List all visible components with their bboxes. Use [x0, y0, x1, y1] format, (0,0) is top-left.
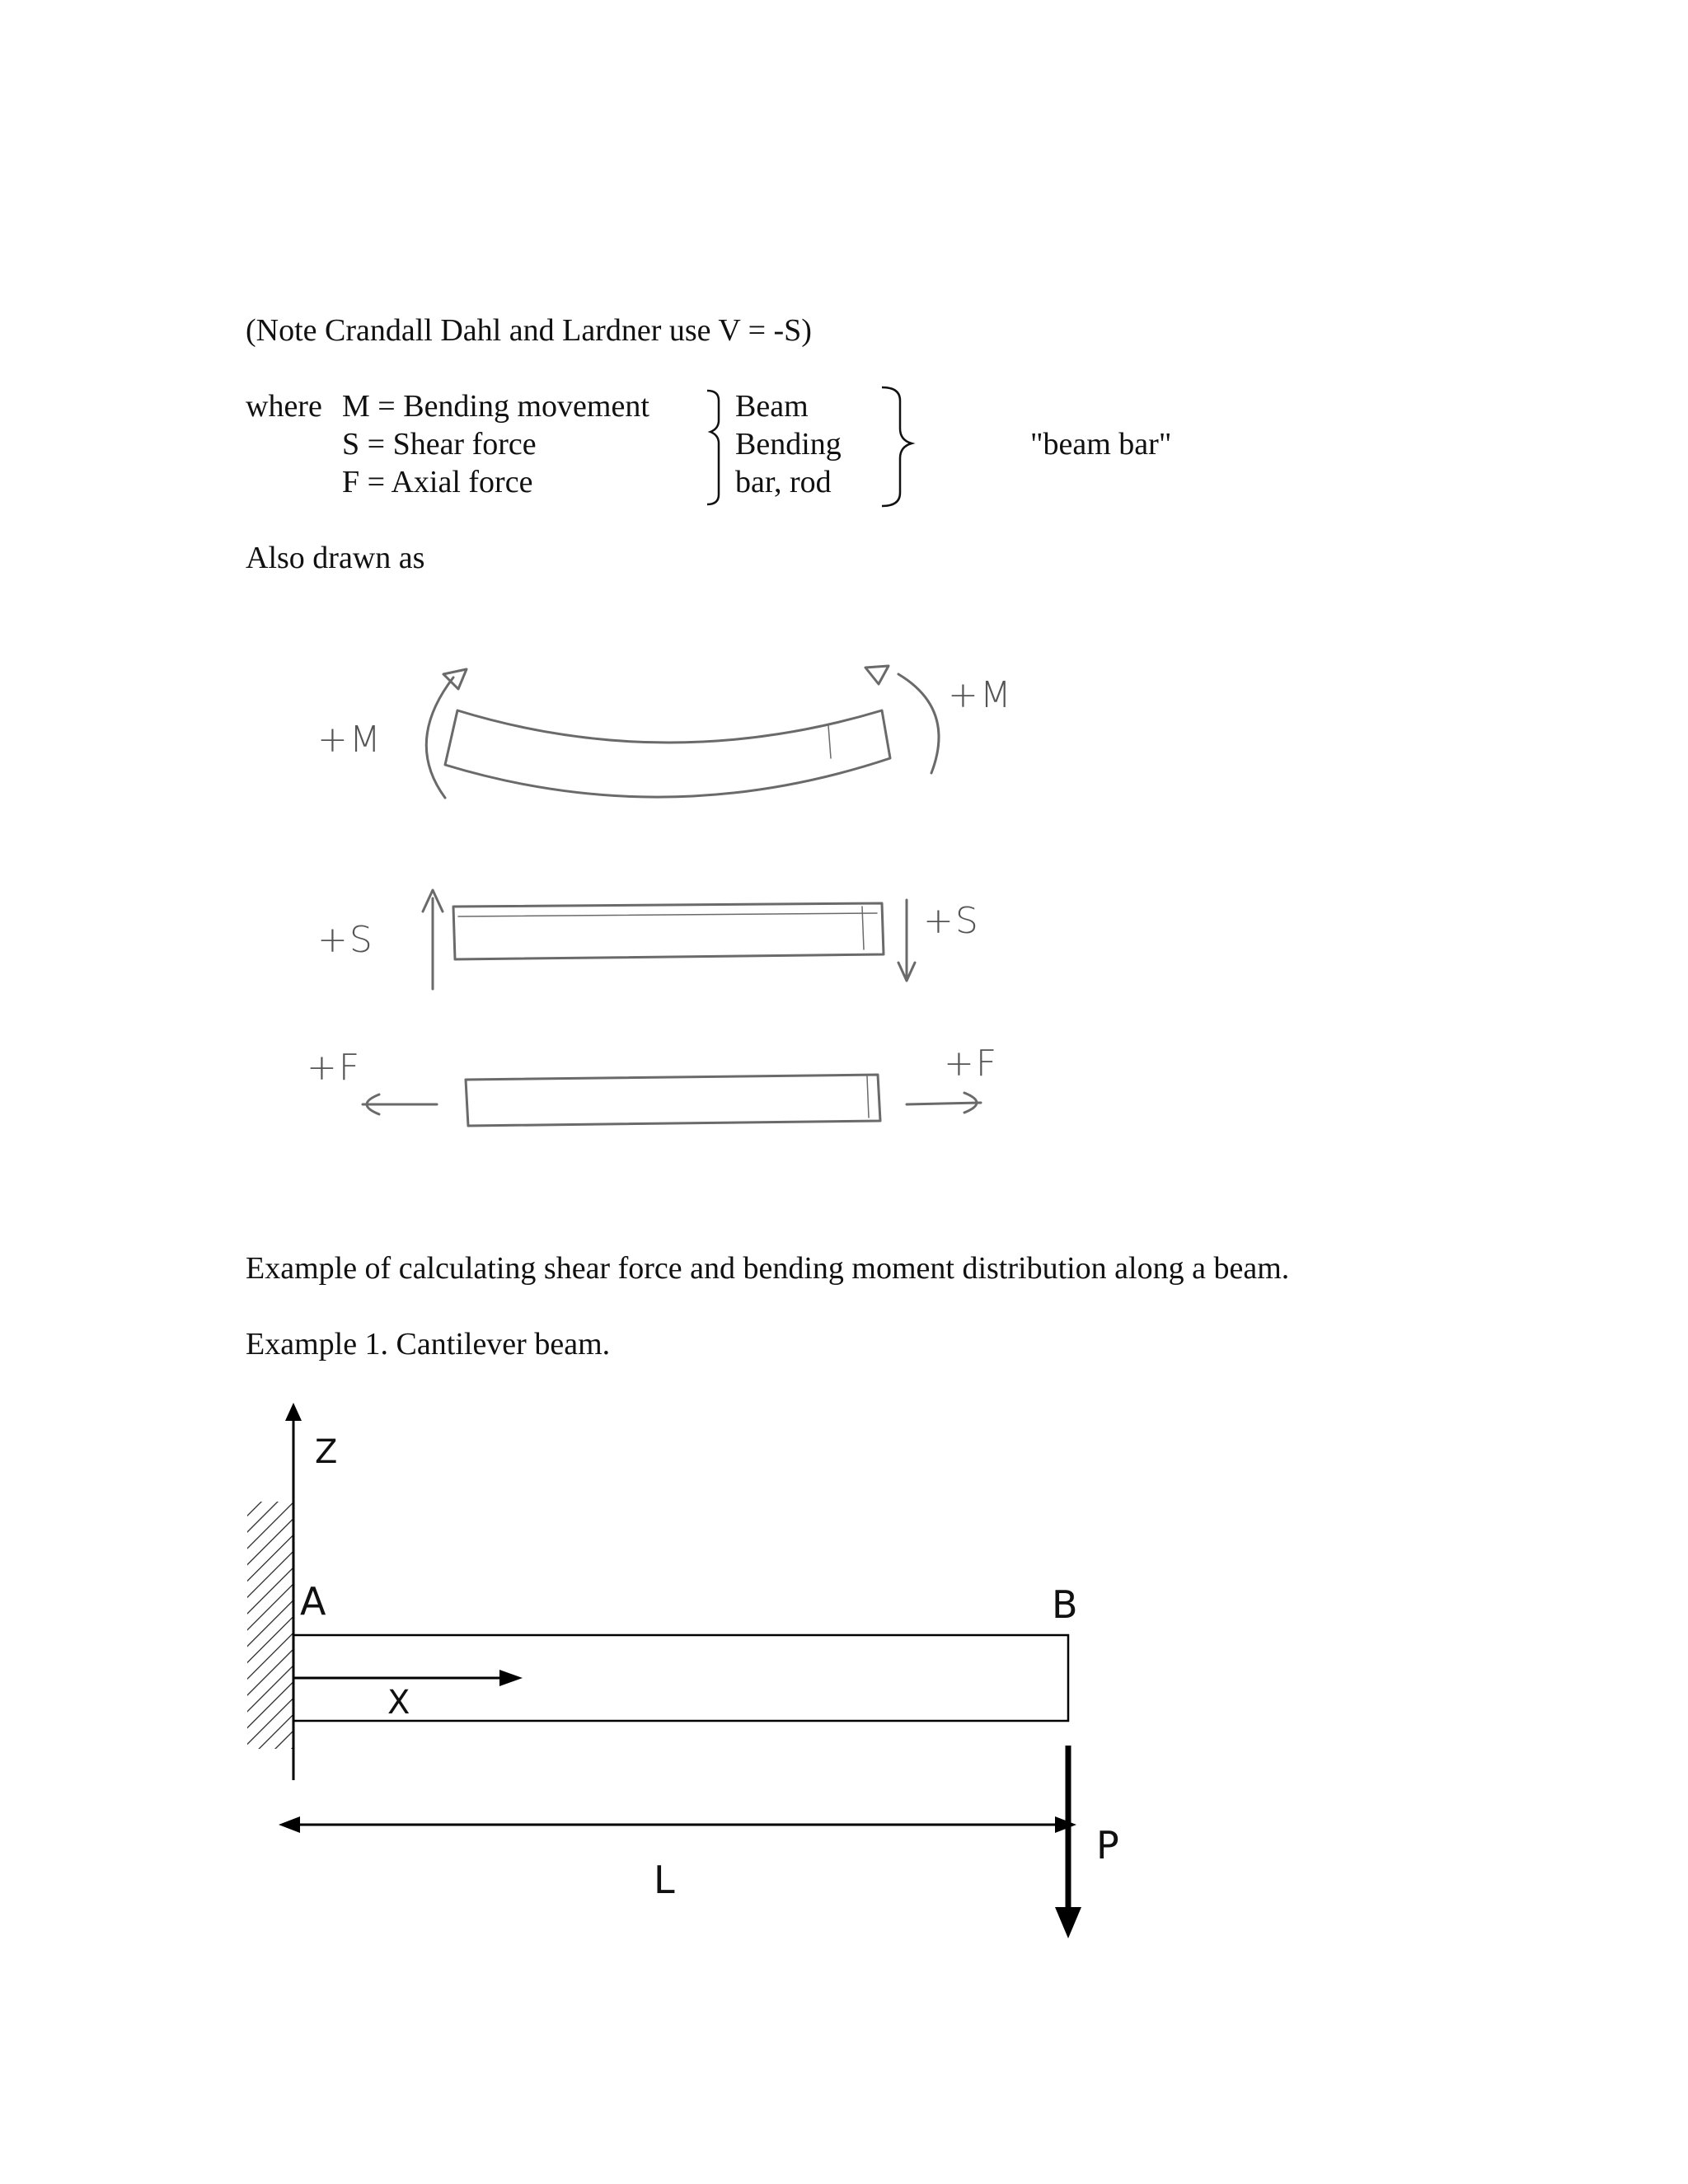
category-beam: Beam — [735, 389, 809, 424]
load-label: P — [1096, 1823, 1119, 1868]
load-arrowhead — [1055, 1907, 1081, 1938]
shear-label-left: +S — [317, 919, 374, 961]
definition-bending-moment: M = Bending movement — [342, 389, 649, 424]
x-axis-arrowhead — [499, 1670, 523, 1686]
length-label: L — [654, 1858, 675, 1902]
point-a-label: A — [300, 1579, 326, 1624]
fixed-wall-hatch — [247, 1502, 293, 1749]
z-axis-arrowhead — [285, 1403, 302, 1421]
z-axis-label: Z — [315, 1433, 338, 1471]
moment-label-right: +M — [948, 674, 1013, 716]
shear-label-right: +S — [923, 900, 980, 942]
category-bar-rod: bar, rod — [735, 465, 832, 499]
example-title: Example 1. Cantilever beam. — [246, 1327, 611, 1361]
example-intro-text: Example of calculating shear force and bending moment distribution along a beam. — [246, 1251, 1290, 1286]
definition-axial-force: F = Axial force — [342, 465, 533, 499]
length-arrowhead-left — [279, 1816, 300, 1833]
point-b-label: B — [1052, 1582, 1078, 1627]
axial-label-left: +F — [307, 1047, 362, 1089]
category-bending: Bending — [735, 427, 842, 462]
axial-label-right: +F — [944, 1043, 999, 1085]
also-drawn-text: Also drawn as — [246, 541, 425, 575]
note-text: (Note Crandall Dahl and Lardner use V = -S) — [246, 313, 812, 348]
moment-label-left: +M — [317, 719, 382, 761]
x-axis-label: X — [387, 1684, 410, 1722]
group-label: "beam bar" — [1030, 427, 1172, 462]
where-label: where — [246, 389, 322, 424]
definition-shear-force: S = Shear force — [342, 427, 537, 462]
